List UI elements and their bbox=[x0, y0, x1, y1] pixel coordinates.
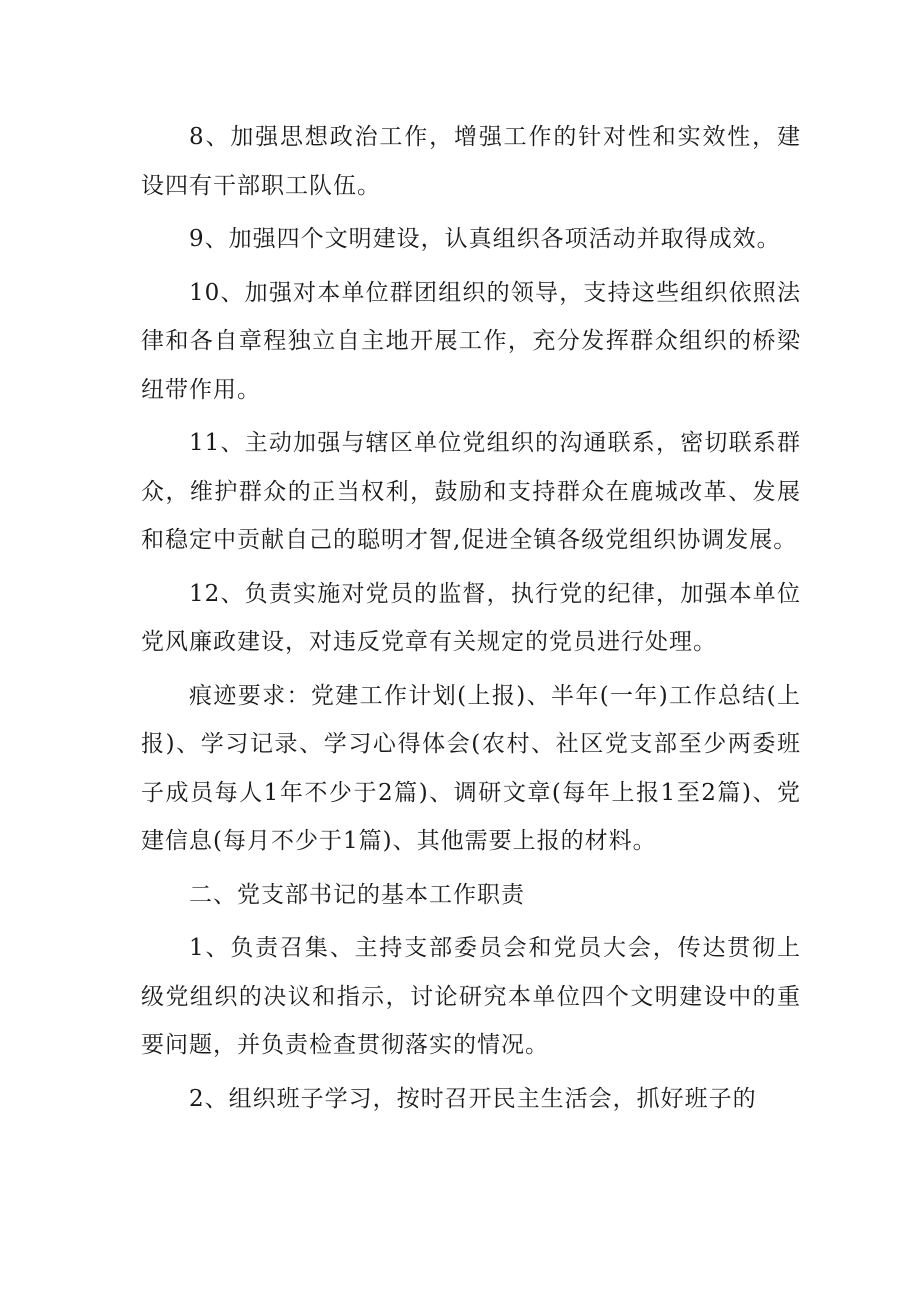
paragraph-item-10: 10、加强对本单位群团组织的领导，支持这些组织依照法律和各自章程独立自主地开展工作，充分发挥群众组织的桥梁纽带作用。 bbox=[141, 279, 801, 403]
paragraph-item-11: 11、主动加强与辖区单位党组织的沟通联系，密切联系群众，维护群众的正当权利，鼓励和支持群众在鹿城改革、发展和稳定中贡献自己的聪明才智,促进全镇各级党组织协调发展。 bbox=[141, 430, 801, 553]
paragraph-trace-requirements: 痕迹要求：党建工作计划(上报)、半年(一年)工作总结(上报)、学习记录、学习心得体会(农村、社区党支部至少两委班子成员每人1年不少于2篇)、调研文章(每年上报1至2篇)、党建信息(每月不少于1篇)、其他需要上报的材料。 bbox=[141, 682, 801, 854]
section-heading: 二、党支部书记的基本工作职责 bbox=[189, 881, 525, 908]
paragraph-item-9: 9、加强四个文明建设，认真组织各项活动并取得成效。 bbox=[189, 226, 781, 252]
paragraph-duty-1: 1、负责召集、主持支部委员会和党员大会，传达贯彻上级党组织的决议和指示，讨论研究本单位四个文明建设中的重要问题，并负责检查贯彻落实的情况。 bbox=[141, 935, 801, 1058]
document-body bbox=[141, 113, 801, 1128]
paragraph-duty-2: 2、组织班子学习，按时召开民主生活会，抓好班子的 bbox=[189, 1085, 757, 1112]
paragraph-item-12: 12、负责实施对党员的监督，执行党的纪律，加强本单位党风廉政建设，对违反党章有关规定的党员进行处理。 bbox=[141, 580, 801, 655]
paragraph-item-8: 8、加强思想政治工作，增强工作的针对性和实效性，建设四有干部职工队伍。 bbox=[141, 124, 801, 199]
